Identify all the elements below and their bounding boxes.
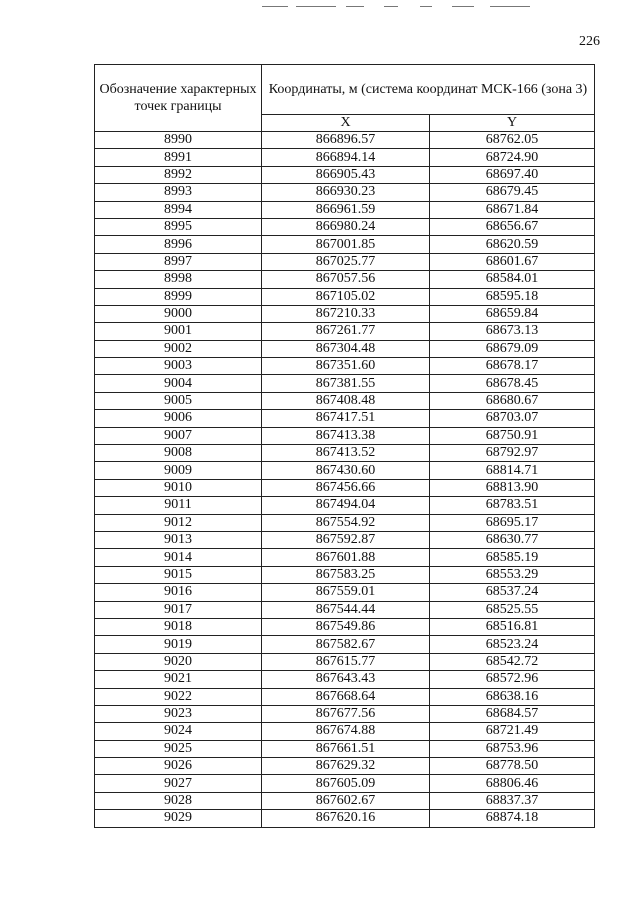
- point-id-cell: 9013: [95, 531, 262, 548]
- y-coordinate-cell: 68656.67: [430, 218, 595, 235]
- table-row: [95, 236, 595, 253]
- table-row: [95, 671, 595, 688]
- x-coordinate-cell: 867105.02: [262, 288, 430, 305]
- table-row: [95, 218, 595, 235]
- y-coordinate-cell: 68585.19: [430, 549, 595, 566]
- top-rule-4: [384, 6, 398, 7]
- point-id-cell: 8990: [95, 132, 262, 149]
- table-row: [95, 288, 595, 305]
- header-coordinates: Координаты, м (система координат МСК-166 (зона 3): [262, 65, 595, 115]
- top-rule-6: [452, 6, 474, 7]
- table-row: [95, 740, 595, 757]
- point-id-cell: 9027: [95, 775, 262, 792]
- point-id-cell: 9007: [95, 427, 262, 444]
- x-coordinate-cell: 867668.64: [262, 688, 430, 705]
- y-coordinate-cell: 68753.96: [430, 740, 595, 757]
- x-coordinate-cell: 867583.25: [262, 566, 430, 583]
- point-id-cell: 8996: [95, 236, 262, 253]
- x-coordinate-cell: 867494.04: [262, 497, 430, 514]
- point-id-cell: 9000: [95, 305, 262, 322]
- table-row: [95, 653, 595, 670]
- x-coordinate-cell: 867456.66: [262, 479, 430, 496]
- table-row: [95, 688, 595, 705]
- point-id-cell: 9016: [95, 584, 262, 601]
- x-coordinate-cell: 867549.86: [262, 618, 430, 635]
- x-coordinate-cell: 867615.77: [262, 653, 430, 670]
- x-coordinate-cell: 867602.67: [262, 792, 430, 809]
- table-row: [95, 392, 595, 409]
- x-coordinate-cell: 867025.77: [262, 253, 430, 270]
- y-coordinate-cell: 68806.46: [430, 775, 595, 792]
- y-coordinate-cell: 68678.45: [430, 375, 595, 392]
- point-id-cell: 9002: [95, 340, 262, 357]
- table-row: [95, 305, 595, 322]
- point-id-cell: 9029: [95, 810, 262, 827]
- y-coordinate-cell: 68673.13: [430, 323, 595, 340]
- point-id-cell: 8991: [95, 149, 262, 166]
- x-coordinate-cell: 867601.88: [262, 549, 430, 566]
- y-coordinate-cell: 68601.67: [430, 253, 595, 270]
- x-coordinate-cell: 867582.67: [262, 636, 430, 653]
- table-row: [95, 618, 595, 635]
- y-coordinate-cell: 68537.24: [430, 584, 595, 601]
- x-coordinate-cell: 867001.85: [262, 236, 430, 253]
- top-rule-7: [490, 6, 530, 7]
- y-coordinate-cell: 68659.84: [430, 305, 595, 322]
- table-row: [95, 132, 595, 149]
- y-coordinate-cell: 68703.07: [430, 410, 595, 427]
- table-row: [95, 184, 595, 201]
- x-coordinate-cell: 867417.51: [262, 410, 430, 427]
- top-rule-1: [262, 6, 288, 7]
- point-id-cell: 9008: [95, 445, 262, 462]
- y-coordinate-cell: 68762.05: [430, 132, 595, 149]
- point-id-cell: 9004: [95, 375, 262, 392]
- x-coordinate-cell: 867661.51: [262, 740, 430, 757]
- table-row: [95, 566, 595, 583]
- y-coordinate-cell: 68542.72: [430, 653, 595, 670]
- y-coordinate-cell: 68813.90: [430, 479, 595, 496]
- x-coordinate-cell: 866930.23: [262, 184, 430, 201]
- x-coordinate-cell: 867381.55: [262, 375, 430, 392]
- x-coordinate-cell: 867057.56: [262, 271, 430, 288]
- point-id-cell: 9015: [95, 566, 262, 583]
- table-row: [95, 549, 595, 566]
- table-row: [95, 201, 595, 218]
- table-row: [95, 462, 595, 479]
- point-id-cell: 9005: [95, 392, 262, 409]
- table-row: [95, 758, 595, 775]
- table-row: [95, 253, 595, 270]
- x-coordinate-cell: 867674.88: [262, 723, 430, 740]
- table-row: [95, 149, 595, 166]
- point-id-cell: 9010: [95, 479, 262, 496]
- point-id-cell: 9006: [95, 410, 262, 427]
- table-row: [95, 723, 595, 740]
- y-coordinate-cell: 68724.90: [430, 149, 595, 166]
- y-coordinate-cell: 68630.77: [430, 531, 595, 548]
- y-coordinate-cell: 68721.49: [430, 723, 595, 740]
- point-id-cell: 9001: [95, 323, 262, 340]
- table-row: [95, 479, 595, 496]
- x-coordinate-cell: 866905.43: [262, 166, 430, 183]
- y-coordinate-cell: 68595.18: [430, 288, 595, 305]
- point-id-cell: 9014: [95, 549, 262, 566]
- point-id-cell: 9019: [95, 636, 262, 653]
- y-coordinate-cell: 68523.24: [430, 636, 595, 653]
- header-x: X: [262, 115, 430, 132]
- x-coordinate-cell: 867629.32: [262, 758, 430, 775]
- point-id-cell: 9025: [95, 740, 262, 757]
- y-coordinate-cell: 68584.01: [430, 271, 595, 288]
- point-id-cell: 9011: [95, 497, 262, 514]
- table-row: [95, 340, 595, 357]
- y-coordinate-cell: 68814.71: [430, 462, 595, 479]
- table-body: [95, 132, 595, 828]
- x-coordinate-cell: 866961.59: [262, 201, 430, 218]
- y-coordinate-cell: 68516.81: [430, 618, 595, 635]
- table-row: [95, 601, 595, 618]
- top-rule-2: [296, 6, 336, 7]
- table-row: [95, 810, 595, 827]
- table-row: [95, 531, 595, 548]
- y-coordinate-cell: 68750.91: [430, 427, 595, 444]
- point-id-cell: 9022: [95, 688, 262, 705]
- y-coordinate-cell: 68679.45: [430, 184, 595, 201]
- header-y: Y: [430, 115, 595, 132]
- point-id-cell: 8999: [95, 288, 262, 305]
- point-id-cell: 9026: [95, 758, 262, 775]
- x-coordinate-cell: 866980.24: [262, 218, 430, 235]
- x-coordinate-cell: 867413.38: [262, 427, 430, 444]
- point-id-cell: 8993: [95, 184, 262, 201]
- top-rule-5: [420, 6, 432, 7]
- x-coordinate-cell: 867605.09: [262, 775, 430, 792]
- table-row: [95, 705, 595, 722]
- y-coordinate-cell: 68684.57: [430, 705, 595, 722]
- x-coordinate-cell: 867554.92: [262, 514, 430, 531]
- table-row: [95, 584, 595, 601]
- point-id-cell: 8998: [95, 271, 262, 288]
- y-coordinate-cell: 68638.16: [430, 688, 595, 705]
- x-coordinate-cell: 867559.01: [262, 584, 430, 601]
- x-coordinate-cell: 867592.87: [262, 531, 430, 548]
- x-coordinate-cell: 867413.52: [262, 445, 430, 462]
- point-id-cell: 8992: [95, 166, 262, 183]
- point-id-cell: 9020: [95, 653, 262, 670]
- table-row: [95, 375, 595, 392]
- y-coordinate-cell: 68695.17: [430, 514, 595, 531]
- x-coordinate-cell: 867544.44: [262, 601, 430, 618]
- table-row: [95, 445, 595, 462]
- point-id-cell: 9028: [95, 792, 262, 809]
- y-coordinate-cell: 68620.59: [430, 236, 595, 253]
- x-coordinate-cell: 867430.60: [262, 462, 430, 479]
- table-row: [95, 427, 595, 444]
- table-row: [95, 497, 595, 514]
- point-id-cell: 9018: [95, 618, 262, 635]
- table-row: [95, 775, 595, 792]
- point-id-cell: 9012: [95, 514, 262, 531]
- point-id-cell: 9003: [95, 358, 262, 375]
- page-number: 226: [579, 34, 600, 49]
- table-row: [95, 323, 595, 340]
- table-row: [95, 514, 595, 531]
- point-id-cell: 8997: [95, 253, 262, 270]
- point-id-cell: 9021: [95, 671, 262, 688]
- y-coordinate-cell: 68679.09: [430, 340, 595, 357]
- y-coordinate-cell: 68671.84: [430, 201, 595, 218]
- table-row: [95, 410, 595, 427]
- point-id-cell: 9009: [95, 462, 262, 479]
- table-row: [95, 358, 595, 375]
- x-coordinate-cell: 867643.43: [262, 671, 430, 688]
- y-coordinate-cell: 68678.17: [430, 358, 595, 375]
- x-coordinate-cell: 866894.14: [262, 149, 430, 166]
- y-coordinate-cell: 68792.97: [430, 445, 595, 462]
- table-row: [95, 271, 595, 288]
- y-coordinate-cell: 68697.40: [430, 166, 595, 183]
- y-coordinate-cell: 68572.96: [430, 671, 595, 688]
- x-coordinate-cell: 867304.48: [262, 340, 430, 357]
- y-coordinate-cell: 68783.51: [430, 497, 595, 514]
- top-rule-3: [346, 6, 364, 7]
- table-row: [95, 636, 595, 653]
- y-coordinate-cell: 68525.55: [430, 601, 595, 618]
- point-id-cell: 8994: [95, 201, 262, 218]
- table-row: [95, 792, 595, 809]
- point-id-cell: 9024: [95, 723, 262, 740]
- x-coordinate-cell: 867677.56: [262, 705, 430, 722]
- x-coordinate-cell: 867620.16: [262, 810, 430, 827]
- x-coordinate-cell: 866896.57: [262, 132, 430, 149]
- y-coordinate-cell: 68680.67: [430, 392, 595, 409]
- x-coordinate-cell: 867351.60: [262, 358, 430, 375]
- point-id-cell: 8995: [95, 218, 262, 235]
- coordinates-table: [94, 64, 595, 828]
- header-point-designation: Обозначение характерных точек границы: [95, 65, 262, 132]
- y-coordinate-cell: 68874.18: [430, 810, 595, 827]
- x-coordinate-cell: 867210.33: [262, 305, 430, 322]
- table-row: [95, 166, 595, 183]
- x-coordinate-cell: 867261.77: [262, 323, 430, 340]
- y-coordinate-cell: 68553.29: [430, 566, 595, 583]
- y-coordinate-cell: 68837.37: [430, 792, 595, 809]
- x-coordinate-cell: 867408.48: [262, 392, 430, 409]
- point-id-cell: 9017: [95, 601, 262, 618]
- point-id-cell: 9023: [95, 705, 262, 722]
- y-coordinate-cell: 68778.50: [430, 758, 595, 775]
